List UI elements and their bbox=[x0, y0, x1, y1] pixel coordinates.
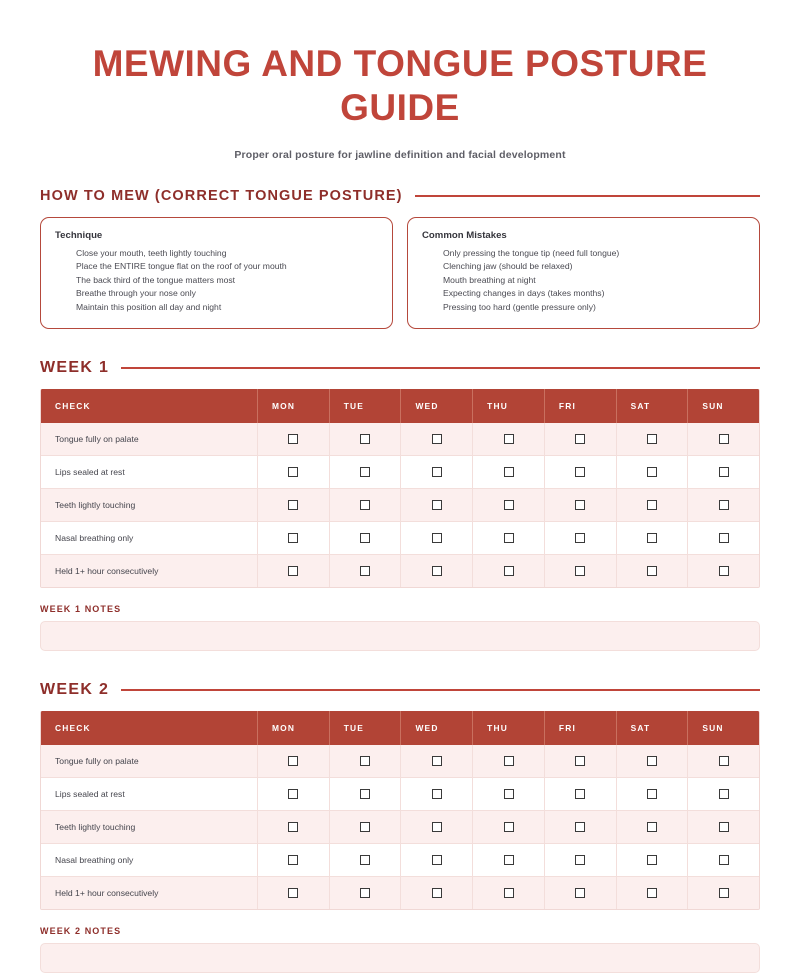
checkbox-unchecked-icon[interactable] bbox=[288, 500, 298, 510]
checkbox-unchecked-icon[interactable] bbox=[647, 789, 657, 799]
checkbox-cell[interactable] bbox=[688, 456, 759, 488]
habit-label: Held 1+ hour consecutively bbox=[41, 555, 258, 587]
checkbox-unchecked-icon[interactable] bbox=[575, 500, 585, 510]
checkbox-unchecked-icon[interactable] bbox=[360, 500, 370, 510]
section-title: WEEK 1 bbox=[40, 359, 110, 377]
table-row bbox=[41, 876, 759, 909]
checkbox-cell[interactable] bbox=[688, 877, 759, 909]
table-header-row bbox=[41, 389, 759, 423]
checkbox-cell[interactable] bbox=[473, 423, 545, 455]
checkbox-unchecked-icon[interactable] bbox=[504, 756, 514, 766]
technique-list bbox=[55, 247, 378, 314]
checkbox-cell[interactable] bbox=[473, 844, 545, 876]
checkbox-cell[interactable] bbox=[617, 844, 689, 876]
checkbox-cell[interactable] bbox=[330, 489, 402, 521]
checkbox-cell[interactable] bbox=[617, 745, 689, 777]
list-item: The back third of the tongue matters most bbox=[76, 274, 236, 285]
checkbox-unchecked-icon[interactable] bbox=[719, 533, 729, 543]
section-title: WEEK 2 bbox=[40, 681, 110, 699]
checkbox-cell[interactable] bbox=[330, 877, 402, 909]
checkbox-unchecked-icon[interactable] bbox=[360, 756, 370, 766]
checkbox-unchecked-icon[interactable] bbox=[432, 855, 442, 865]
habit-label: Tongue fully on palate bbox=[41, 745, 258, 777]
notes-label: WEEK 1 NOTES bbox=[40, 604, 122, 615]
checkbox-unchecked-icon[interactable] bbox=[432, 500, 442, 510]
column-header: WED bbox=[401, 389, 473, 423]
card-common-mistakes bbox=[407, 217, 760, 329]
checkbox-cell[interactable] bbox=[473, 456, 545, 488]
checkbox-cell[interactable] bbox=[330, 522, 402, 554]
checkbox-unchecked-icon[interactable] bbox=[432, 434, 442, 444]
column-header: THU bbox=[473, 711, 545, 745]
checkbox-unchecked-icon[interactable] bbox=[575, 434, 585, 444]
table-body bbox=[41, 423, 759, 587]
column-header: THU bbox=[473, 389, 545, 423]
checkbox-cell[interactable] bbox=[258, 456, 330, 488]
checkbox-cell[interactable] bbox=[401, 456, 473, 488]
checkbox-cell[interactable] bbox=[401, 778, 473, 810]
table-row bbox=[41, 745, 759, 777]
checkbox-unchecked-icon[interactable] bbox=[575, 855, 585, 865]
week-section bbox=[40, 359, 760, 651]
checkbox-unchecked-icon[interactable] bbox=[504, 467, 514, 477]
checkbox-unchecked-icon[interactable] bbox=[719, 756, 729, 766]
checkbox-unchecked-icon[interactable] bbox=[360, 533, 370, 543]
checkbox-unchecked-icon[interactable] bbox=[504, 434, 514, 444]
list-item: Expecting changes in days (takes months) bbox=[443, 288, 605, 299]
checkbox-cell[interactable] bbox=[401, 745, 473, 777]
checkbox-cell[interactable] bbox=[473, 877, 545, 909]
checkbox-cell[interactable] bbox=[258, 555, 330, 587]
notes-label: WEEK 2 NOTES bbox=[40, 926, 122, 937]
checkbox-unchecked-icon[interactable] bbox=[719, 888, 729, 898]
table-row bbox=[41, 455, 759, 488]
column-header: TUE bbox=[330, 389, 402, 423]
checkbox-cell[interactable] bbox=[258, 844, 330, 876]
checkbox-unchecked-icon[interactable] bbox=[719, 822, 729, 832]
column-header: WED bbox=[401, 711, 473, 745]
checkbox-cell[interactable] bbox=[545, 844, 617, 876]
checkbox-unchecked-icon[interactable] bbox=[504, 500, 514, 510]
section-header-week bbox=[40, 681, 760, 699]
checkbox-unchecked-icon[interactable] bbox=[360, 888, 370, 898]
habit-label: Teeth lightly touching bbox=[41, 811, 258, 843]
table-row bbox=[41, 554, 759, 587]
list-item: Close your mouth, teeth lightly touching bbox=[76, 248, 227, 258]
checkbox-unchecked-icon[interactable] bbox=[575, 888, 585, 898]
checkbox-cell[interactable] bbox=[688, 489, 759, 521]
checkbox-unchecked-icon[interactable] bbox=[647, 888, 657, 898]
week-section bbox=[40, 681, 760, 973]
checkbox-cell[interactable] bbox=[545, 811, 617, 843]
checkbox-cell[interactable] bbox=[688, 778, 759, 810]
notes-input[interactable] bbox=[40, 621, 760, 651]
list-item: Pressing too hard (gentle pressure only) bbox=[443, 301, 596, 312]
checkbox-unchecked-icon[interactable] bbox=[575, 756, 585, 766]
checkbox-cell[interactable] bbox=[473, 489, 545, 521]
checkbox-unchecked-icon[interactable] bbox=[432, 888, 442, 898]
checkbox-unchecked-icon[interactable] bbox=[647, 533, 657, 543]
week-sections bbox=[40, 359, 760, 973]
checkbox-cell[interactable] bbox=[545, 489, 617, 521]
checkbox-unchecked-icon[interactable] bbox=[647, 500, 657, 510]
column-header: FRI bbox=[545, 389, 617, 423]
checkbox-unchecked-icon[interactable] bbox=[360, 789, 370, 799]
checkbox-cell[interactable] bbox=[401, 522, 473, 554]
checkbox-unchecked-icon[interactable] bbox=[504, 822, 514, 832]
checkbox-unchecked-icon[interactable] bbox=[288, 855, 298, 865]
checkbox-unchecked-icon[interactable] bbox=[575, 822, 585, 832]
list-item: Only pressing the tongue tip (need full tongue) bbox=[443, 248, 620, 258]
section-header-week bbox=[40, 359, 760, 377]
checkbox-unchecked-icon[interactable] bbox=[647, 855, 657, 865]
checkbox-cell[interactable] bbox=[330, 844, 402, 876]
table-row bbox=[41, 423, 759, 455]
checkbox-unchecked-icon[interactable] bbox=[647, 467, 657, 477]
table-row bbox=[41, 810, 759, 843]
checkbox-unchecked-icon[interactable] bbox=[360, 467, 370, 477]
section-rule bbox=[121, 689, 760, 691]
list-item: Maintain this position all day and night bbox=[76, 301, 222, 312]
checkbox-cell[interactable] bbox=[545, 555, 617, 587]
checkbox-cell[interactable] bbox=[401, 489, 473, 521]
table-row bbox=[41, 521, 759, 554]
checkbox-unchecked-icon[interactable] bbox=[504, 888, 514, 898]
checkbox-unchecked-icon[interactable] bbox=[288, 888, 298, 898]
habit-tracker-table bbox=[40, 389, 760, 588]
checkbox-unchecked-icon[interactable] bbox=[575, 467, 585, 477]
checkbox-unchecked-icon[interactable] bbox=[719, 500, 729, 510]
page-title: MEWING AND TONGUE POSTURE GUIDE bbox=[92, 43, 708, 128]
checkbox-unchecked-icon[interactable] bbox=[432, 756, 442, 766]
checkbox-cell[interactable] bbox=[473, 811, 545, 843]
column-header: FRI bbox=[545, 711, 617, 745]
column-header: SUN bbox=[702, 401, 724, 412]
section-header-how-to-mew bbox=[40, 188, 760, 204]
checkbox-unchecked-icon[interactable] bbox=[719, 789, 729, 799]
page-subtitle: Proper oral posture for jawline definition and facial development bbox=[234, 149, 566, 161]
column-header: SUN bbox=[702, 723, 724, 734]
checkbox-unchecked-icon[interactable] bbox=[719, 467, 729, 477]
checkbox-unchecked-icon[interactable] bbox=[719, 434, 729, 444]
section-title: HOW TO MEW (CORRECT TONGUE POSTURE) bbox=[40, 188, 403, 204]
checkbox-cell[interactable] bbox=[258, 811, 330, 843]
column-header: CHECK bbox=[41, 711, 258, 745]
checkbox-unchecked-icon[interactable] bbox=[288, 756, 298, 766]
checkbox-cell[interactable] bbox=[473, 522, 545, 554]
checkbox-unchecked-icon[interactable] bbox=[360, 434, 370, 444]
checkbox-cell[interactable] bbox=[688, 522, 759, 554]
checkbox-unchecked-icon[interactable] bbox=[504, 789, 514, 799]
table-header-row bbox=[41, 711, 759, 745]
checkbox-cell[interactable] bbox=[330, 456, 402, 488]
habit-tracker-table bbox=[40, 711, 760, 910]
habit-label: Nasal breathing only bbox=[41, 522, 258, 554]
checkbox-cell[interactable] bbox=[617, 489, 689, 521]
checkbox-unchecked-icon[interactable] bbox=[360, 566, 370, 576]
checkbox-cell[interactable] bbox=[258, 489, 330, 521]
checkbox-unchecked-icon[interactable] bbox=[288, 789, 298, 799]
habit-label: Nasal breathing only bbox=[41, 844, 258, 876]
habit-label: Lips sealed at rest bbox=[41, 456, 258, 488]
checkbox-unchecked-icon[interactable] bbox=[575, 789, 585, 799]
checkbox-unchecked-icon[interactable] bbox=[647, 566, 657, 576]
checkbox-cell[interactable] bbox=[330, 811, 402, 843]
checkbox-unchecked-icon[interactable] bbox=[647, 822, 657, 832]
checkbox-unchecked-icon[interactable] bbox=[360, 855, 370, 865]
checkbox-cell[interactable] bbox=[688, 811, 759, 843]
checkbox-cell[interactable] bbox=[258, 522, 330, 554]
card-title: Common Mistakes bbox=[422, 230, 507, 241]
habit-label: Tongue fully on palate bbox=[41, 423, 258, 455]
checkbox-cell[interactable] bbox=[545, 456, 617, 488]
checkbox-cell[interactable] bbox=[545, 522, 617, 554]
checkbox-unchecked-icon[interactable] bbox=[432, 789, 442, 799]
checkbox-cell[interactable] bbox=[258, 745, 330, 777]
checkbox-unchecked-icon[interactable] bbox=[575, 566, 585, 576]
checkbox-unchecked-icon[interactable] bbox=[504, 855, 514, 865]
checkbox-unchecked-icon[interactable] bbox=[719, 566, 729, 576]
table-body bbox=[41, 745, 759, 909]
checkbox-unchecked-icon[interactable] bbox=[288, 566, 298, 576]
checkbox-unchecked-icon[interactable] bbox=[360, 822, 370, 832]
list-item: Mouth breathing at night bbox=[443, 274, 536, 285]
checkbox-unchecked-icon[interactable] bbox=[288, 434, 298, 444]
list-item: Breathe through your nose only bbox=[76, 288, 196, 299]
checkbox-unchecked-icon[interactable] bbox=[647, 434, 657, 444]
card-technique bbox=[40, 217, 393, 329]
checkbox-cell[interactable] bbox=[330, 555, 402, 587]
checkbox-cell[interactable] bbox=[401, 844, 473, 876]
checkbox-unchecked-icon[interactable] bbox=[288, 533, 298, 543]
checkbox-cell[interactable] bbox=[330, 745, 402, 777]
checkbox-unchecked-icon[interactable] bbox=[719, 855, 729, 865]
checkbox-cell[interactable] bbox=[545, 423, 617, 455]
checkbox-cell[interactable] bbox=[617, 778, 689, 810]
checkbox-cell[interactable] bbox=[473, 745, 545, 777]
checkbox-cell[interactable] bbox=[258, 877, 330, 909]
table-row bbox=[41, 777, 759, 810]
checkbox-cell[interactable] bbox=[258, 778, 330, 810]
column-header: SAT bbox=[617, 389, 689, 423]
checkbox-unchecked-icon[interactable] bbox=[288, 822, 298, 832]
checkbox-cell[interactable] bbox=[617, 522, 689, 554]
checkbox-cell[interactable] bbox=[688, 844, 759, 876]
checkbox-cell[interactable] bbox=[545, 745, 617, 777]
notes-input[interactable] bbox=[40, 943, 760, 973]
checkbox-cell[interactable] bbox=[401, 811, 473, 843]
checkbox-cell[interactable] bbox=[401, 423, 473, 455]
habit-label: Held 1+ hour consecutively bbox=[41, 877, 258, 909]
checkbox-unchecked-icon[interactable] bbox=[647, 756, 657, 766]
checkbox-cell[interactable] bbox=[330, 778, 402, 810]
checkbox-cell[interactable] bbox=[545, 877, 617, 909]
checkbox-unchecked-icon[interactable] bbox=[575, 533, 585, 543]
table-row bbox=[41, 488, 759, 521]
checkbox-cell[interactable] bbox=[617, 877, 689, 909]
section-rule bbox=[121, 367, 760, 369]
checkbox-unchecked-icon[interactable] bbox=[432, 566, 442, 576]
checkbox-cell[interactable] bbox=[688, 745, 759, 777]
list-item: Place the ENTIRE tongue flat on the roof of your mouth bbox=[76, 261, 287, 272]
habit-label: Lips sealed at rest bbox=[41, 778, 258, 810]
column-header: TUE bbox=[330, 711, 402, 745]
column-header: MON bbox=[258, 711, 330, 745]
checkbox-cell[interactable] bbox=[473, 778, 545, 810]
section-rule bbox=[415, 195, 760, 197]
checkbox-unchecked-icon[interactable] bbox=[288, 467, 298, 477]
card-title: Technique bbox=[55, 230, 103, 241]
checkbox-cell[interactable] bbox=[617, 555, 689, 587]
checkbox-cell[interactable] bbox=[617, 456, 689, 488]
checkbox-cell[interactable] bbox=[617, 423, 689, 455]
checkbox-cell[interactable] bbox=[258, 423, 330, 455]
column-header: MON bbox=[258, 389, 330, 423]
checkbox-cell[interactable] bbox=[401, 555, 473, 587]
common-mistakes-list bbox=[422, 247, 745, 314]
checkbox-cell[interactable] bbox=[545, 778, 617, 810]
table-row bbox=[41, 843, 759, 876]
column-header: SAT bbox=[617, 711, 689, 745]
checkbox-cell[interactable] bbox=[401, 877, 473, 909]
checkbox-cell[interactable] bbox=[688, 423, 759, 455]
checkbox-cell[interactable] bbox=[617, 811, 689, 843]
list-item: Clenching jaw (should be relaxed) bbox=[443, 261, 573, 272]
checkbox-unchecked-icon[interactable] bbox=[504, 533, 514, 543]
checkbox-cell[interactable] bbox=[473, 555, 545, 587]
column-header: CHECK bbox=[41, 389, 258, 423]
checkbox-unchecked-icon[interactable] bbox=[432, 533, 442, 543]
checkbox-cell[interactable] bbox=[688, 555, 759, 587]
checkbox-cell[interactable] bbox=[330, 423, 402, 455]
checkbox-unchecked-icon[interactable] bbox=[432, 822, 442, 832]
checkbox-unchecked-icon[interactable] bbox=[504, 566, 514, 576]
checkbox-unchecked-icon[interactable] bbox=[432, 467, 442, 477]
info-cards bbox=[40, 217, 760, 329]
habit-label: Teeth lightly touching bbox=[41, 489, 258, 521]
